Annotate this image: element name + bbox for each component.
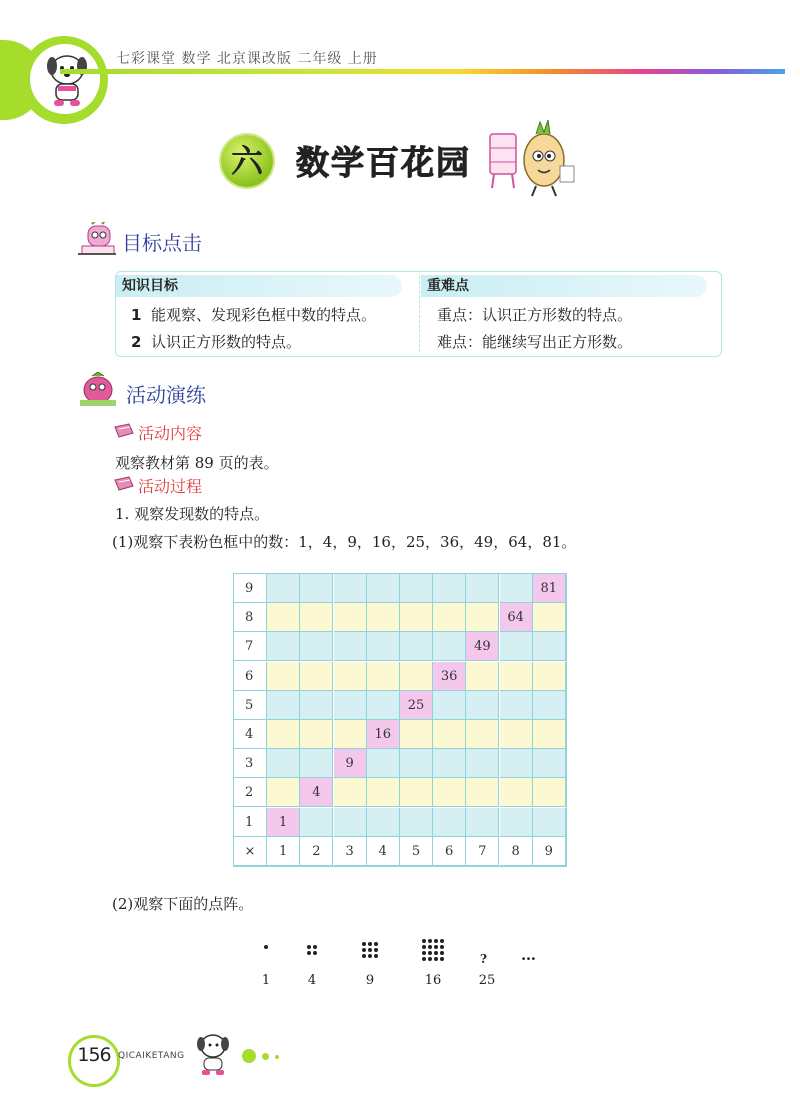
activity-process-label: 活动过程: [138, 477, 203, 496]
dot: [307, 945, 311, 949]
dot: [368, 942, 372, 946]
chapter-number: 六: [221, 135, 273, 187]
dot: [428, 939, 432, 943]
dot-label: 4: [307, 973, 317, 988]
col-label: 9: [533, 837, 566, 866]
dot: [368, 954, 372, 958]
knowledge-goals-tab: 知识目标: [116, 275, 402, 297]
goal-text: 认识正方形数的特点。: [151, 333, 302, 351]
dot: [362, 954, 366, 958]
row-label: 2: [234, 778, 267, 807]
dot: [440, 957, 444, 961]
step-1-2: (2)观察下面的点阵。: [112, 895, 254, 913]
dot: [434, 957, 438, 961]
difficult-point-item: 难点：能继续写出正方形数。: [437, 333, 633, 351]
goal-text: 能观察、发现彩色框中数的特点。: [151, 306, 377, 324]
dot: [422, 957, 426, 961]
step-1-1: (1)观察下表粉色框中的数：1，4，9，16，25，36，49，64，81。: [112, 533, 577, 551]
dot: [440, 939, 444, 943]
dot-label: 9: [365, 973, 375, 988]
key-point-item: 重点：认识正方形数的特点。: [437, 306, 633, 324]
step-1: 1. 观察发现数的特点。: [115, 505, 270, 523]
row-label: 8: [234, 603, 267, 632]
goal-number: 1: [131, 306, 142, 324]
section-title-activity: 活动演练: [126, 383, 206, 407]
square-number-cell: 4: [300, 778, 333, 807]
col-label: 6: [433, 837, 466, 866]
dot: [440, 951, 444, 955]
key-points-tab: 重难点: [421, 275, 707, 297]
square-number-cell: 16: [367, 720, 400, 749]
square-number-cell: 81: [533, 574, 566, 603]
row-label: 1: [234, 808, 267, 837]
dot: [264, 945, 268, 949]
footer-dot-large: [242, 1049, 256, 1063]
footer-dot-medium: [262, 1053, 269, 1060]
dot: [422, 939, 426, 943]
square-number-cell: 25: [400, 691, 433, 720]
dot: [368, 948, 372, 952]
row-label: 6: [234, 662, 267, 691]
grid-corner: ×: [234, 837, 267, 866]
col-label: 5: [400, 837, 433, 866]
dot-label: 25: [478, 973, 496, 988]
dot: [374, 948, 378, 952]
dot: [313, 945, 317, 949]
row-label: 4: [234, 720, 267, 749]
dog-mascot-icon: [190, 1030, 236, 1080]
dot-question: ?: [480, 952, 488, 966]
dot: [434, 951, 438, 955]
dot-label: 1: [261, 973, 271, 988]
footer-dot-small: [275, 1055, 279, 1059]
dot: [422, 951, 426, 955]
row-label: 9: [234, 574, 267, 603]
square-number-cell: 36: [433, 662, 466, 691]
col-label: 2: [300, 837, 333, 866]
col-label: 1: [267, 837, 300, 866]
dot-label: 16: [424, 973, 442, 988]
dot: [434, 945, 438, 949]
col-label: 4: [367, 837, 400, 866]
dot: [307, 951, 311, 955]
square-number-cell: 64: [500, 603, 533, 632]
dot: [374, 942, 378, 946]
row-label: 3: [234, 749, 267, 778]
activity-content-text: 观察教材第 89 页的表。: [115, 454, 279, 472]
col-label: 7: [466, 837, 499, 866]
dot: [428, 951, 432, 955]
square-number-cell: 49: [466, 632, 499, 661]
dot: [362, 942, 366, 946]
row-label: 5: [234, 691, 267, 720]
dot: [428, 945, 432, 949]
dot-ellipsis: …: [521, 946, 536, 964]
chapter-title: 数学百花园: [296, 143, 471, 182]
footer-brand: QICAIKETANG: [118, 1051, 185, 1061]
col-label: 3: [334, 837, 367, 866]
col-label: 8: [500, 837, 533, 866]
page-number: 156: [77, 1044, 111, 1066]
header-text: 七彩课堂 数学 北京课改版 二年级 上册: [116, 51, 378, 67]
dot: [313, 951, 317, 955]
dot: [440, 945, 444, 949]
row-label: 7: [234, 632, 267, 661]
section-title-goals: 目标点击: [122, 231, 202, 255]
activity-content-label: 活动内容: [138, 424, 203, 443]
dot: [374, 954, 378, 958]
dot: [428, 957, 432, 961]
goal-number: 2: [131, 333, 142, 351]
dot: [434, 939, 438, 943]
dot: [362, 948, 366, 952]
dot: [422, 945, 426, 949]
square-number-cell: 1: [267, 808, 300, 837]
square-number-cell: 9: [334, 749, 367, 778]
